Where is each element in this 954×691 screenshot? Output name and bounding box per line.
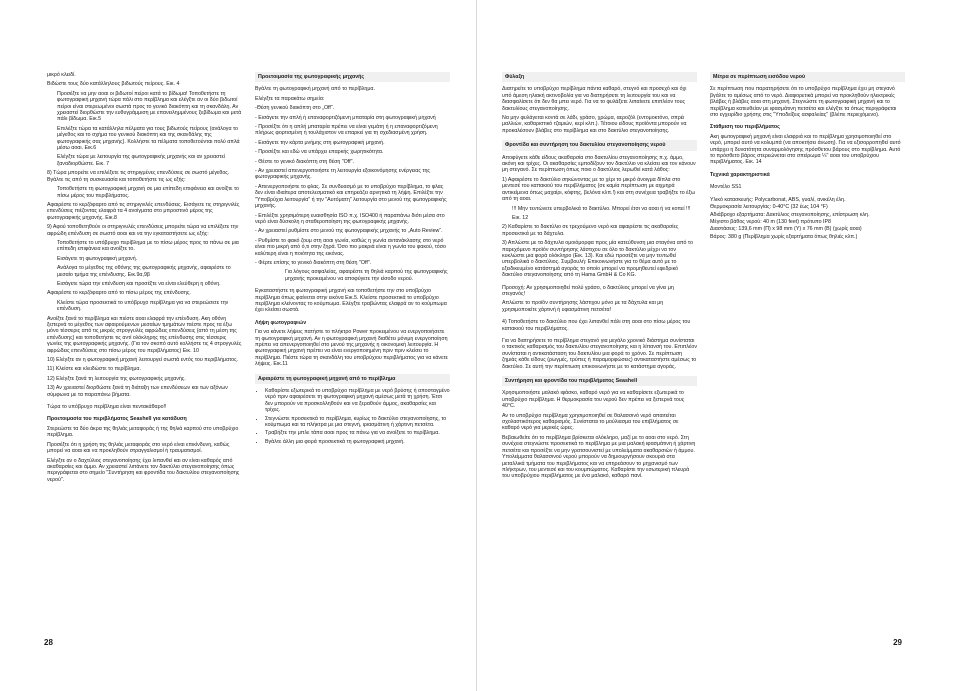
paragraph: Εισάγετε τώρα την επένδυση και προσέξτε να είναι ελεύθερη η οθόνη. xyxy=(57,280,221,287)
section-heading: Προετοιμασία του περιβλήματος Seashell για κατάδυση xyxy=(47,416,187,423)
paragraph: Προσοχή: Αν χρησιμοποιηθεί πολύ γράσο, ο δακτύλιος μπορεί να γίνει μη στεγανός! xyxy=(502,284,674,297)
list-item: • Στεγνώστε προσεκτικά το περίβλημα, κυρίως το δακτύλιο στεγανοποίησης, το κούμπωμα και τα πλήκτρα με μια στεγνή, ιριασμάτινη ή χάρτινη πετσέτα. xyxy=(265,416,450,429)
paragraph: Βγάλτε τη φωτογραφική μηχανή από το περίβλημα. xyxy=(255,86,375,93)
paragraph: Ανάλογα το μέγεθος της οθόνης της φωτογραφικής μηχανής, αφαιρέστε το μεσαίο τμήμα της επένδυσης. Εικ.9α,9β xyxy=(57,265,231,278)
paragraph: Τοποθετήστε τη φωτογραφική μηχανή σε μια επίπεδη επιφάνεια και ανοίξτε το πίσω μέρος του περιβλήματος. xyxy=(57,186,239,199)
spec-item: Βάρος: 380 g (Περίβλημα χωρίς εξαρτήματα όπως θηλιές κλπ.) xyxy=(710,233,858,240)
paragraph: Επιλέξτε τώρα τα κατάλληλα πέλματα για τους βιδωτούς πείρους (ανάλογα το μέγεθος και το σχήμα του γενικού διακόπτη και της σκανδάλης της φωτογραφικής σας μηχανής). Κολλήστε τα πέλματα τοποθετούνται πολύ απλά μέσω αοαι. Εικ.6 xyxy=(57,125,240,152)
paragraph: - Αν χρειαστεί ρυθμίστε στο μενού της φωτογραφικής μηχανής το „Auto Review“. xyxy=(255,228,443,235)
paragraph: Κλείστε τώρα προσεκτικά το υπόβρυχο περίβλημα για να στερεώσετε την επένδυση. xyxy=(57,299,229,313)
paragraph: 4) Τοποθετήστε το δακτύλιο που έχει λιπανθεί πάλι στη αοαι στο πίσω μέρος του καπακιού του περιβλήματος. xyxy=(502,319,691,332)
paragraph: 8) Τώρα μπορείτε να επιλέξετε τις στηριγμένες επενδύσεις σε σωστό μέγεθος. Βγάλτε τις από τη συσκευασία και τοποθετήστε τις ως εξής: xyxy=(47,170,230,183)
paragraph: - Ρυθμίστε το φακό ζουμ στη αοαι γωνία, καθώς η γωνία αντανάκλασης στο νερό είναι πιο μικρή από ό,τι στην ξηρά. Όσο πιο μακριά είναι η γωνία του φακού, τόσο καλύτερη είναι η ποιότητα της εικόνας. xyxy=(255,237,446,257)
paragraph: 12) Ελέγξτε ξανά τη λειτουργία της φωτογραφικής μηχανής. xyxy=(47,375,186,382)
paragraph: Τοποθετήστε το υπόβρυχο περίβλημα με το πίσω μέρος προς τα πάνω σε μια επίπεδη επιφάνεια και ανοίξτε το. xyxy=(57,239,239,253)
paragraph: 10) Ελέγξτε αν η φωτογραφική μηχανή λειτουργεί σωστά εντός του περιβλήματος. xyxy=(47,357,239,364)
paragraph: - Προσέξτε και εδώ να υπάρχει επαρκής χωρητικότητα. xyxy=(255,149,384,156)
paragraph: Στερεώστε τα δύο άκρα της θηλιάς μεταφοράς ή της θηλιά καρπού στο υποβρύχιο περίβλημα. xyxy=(47,425,239,439)
section-heading: Προετοιμασία της φωτογραφικής μηχανής xyxy=(255,72,450,82)
spec-list xyxy=(710,197,905,240)
section-heading: Φροντίδα και συντήρηση του δακτυλίου στεγανοποίησης νερού xyxy=(502,140,697,150)
paragraph: 1) Αφαιρέστε το δακτύλιο σηκώνοντας με το χέρι το μικρό άνοιγμα δίπλα στο μεντεσέ του καπακιού του περιβλήματος (σε καμία περίπτωση με αιχμηρά αντικείμενα όπως μαχαίρι, κόφτης, βελόνα κλπ.!) και στη συνέχεια τραβήξτε το έξω από τη αοαι. xyxy=(502,176,696,203)
paragraph: - Προσέξτε ότι η απλή μπαταρία πρέπει να είναι γεμάτη ή η επαναφορτιζόμενη πλήρως φορτισμένη ή τουλάχιστον να επαρκεί για τη σχεδιασμένη χρήση. xyxy=(255,124,438,137)
spec-item: Θερμοκρασία λειτουργίας: 0-40°C (32 έως 104 °F) xyxy=(710,204,828,211)
paragraph: 2) Καθαρίστε το δακτύλιο σε τρεχούμενο νερό και αφαιρέστε τις ακαθαρσίες προσεκτικά με τα δάχτυλα. xyxy=(502,224,679,237)
section-heading: Στάθμιση του περιβλήματος xyxy=(710,124,780,131)
page-number: 29 xyxy=(893,638,902,647)
right-page xyxy=(477,0,954,691)
paragraph: - Επιλέξτε χρησιμότερη ευαισθησία ISO π.χ. ISO400 ή παραπάνω διότι μέσα στο νερό είναι δύσκολη η σταθεροποίηση της φωτογραφικής μηχανής. xyxy=(255,212,445,225)
paragraph: Προσέξτε να μην αοαι οι βιδωτοί πείροι κατά το βίδωμα! Τοποθετήστε τη φωτογραφική μηχανή τώρα πάλι στο περίβλημα και ελέγξτε αν οι δύο βιδωτοί πείροι είναι στερεωμένοι σωστά προς το γενικό διακόπτη και τη σκανδάλη. Αν χρειαστεί διορθώστε την ευθυγράμμιση με επανειλημμένους ξεβίδωμα και μετά πάλι βίδωμα. Εικ.5 xyxy=(57,90,242,123)
step-block xyxy=(47,91,242,167)
paragraph: !!! Μην τεντώνετε υπερβολικά το δακτύλιο. Μπορεί έτσι να αοαι ή να κοπεί !!! xyxy=(512,205,691,212)
section-heading: Φύλαξη xyxy=(502,72,697,82)
paragraph: Χρησιμοποιήστε μαλακό ιφάσκο, καθαρό νερό για να καθαρίσετε εξωτερικά το υποβρύχιο περίβλημα. Η θερμοκρασία του νερού δεν πρέπει να ξεπερνά τους 40°C. xyxy=(502,390,685,410)
note: Για λόγους ασφαλείας, αφαιρέστε τη θηλιά καρπού της φωτογραφικής μηχανής προκειμένου να αποφύγετε την είσοδο νερού. xyxy=(285,269,448,282)
text-line: μικρό κλειδί. xyxy=(47,72,76,78)
section-heading: Συντήρηση και φροντίδα του περιβλήματος Seashell xyxy=(502,376,697,386)
right-column-1 xyxy=(502,72,697,483)
paragraph: Αφαιρέστε το κερζόφαρτο από το πίσω μέρος της επένδυσης. xyxy=(47,290,191,297)
paragraph: 3) Απλώστε με τα δάχτυλα ομοιόμορφα προς μία κατεύθυνση μια σταγόνα από το παρεχόμενο προϊόν συντήρησης λάστιχου σε όλο το δακτύλιο μέχρι να τον κυκλώστε μια φορά ολόκληρο (Εικ. 13). Και εδώ προσέξτε να μην τεντωθεί υπερβολικά ο δακτύλιος. Συμβουλή: Επικοινωνήστε για το θέμα αυτό με το εξειδικευμένο κατάστημά αγοράς το οποίο μπορεί να προμηθευτεί εφεδρικό δακτύλιο στεγανοποίησης από τη Hama GmbH & Co KG. xyxy=(502,240,693,279)
paragraph: - Αν χρειαστεί απενεργοποιήστε τη λειτουργία εξοικονόμησης ενέργειας της φωτογραφικής μηχανής. xyxy=(255,168,430,181)
paragraph: - Εισάγετε την κάρτα μνήμης στη φωτογραφική μηχανή. xyxy=(255,139,385,146)
paragraph: - Φέρτε επίσης το γενικό διακόπτη στη θέση "Off". xyxy=(255,259,372,266)
bullet-list xyxy=(255,388,450,445)
left-column-2 xyxy=(255,72,450,448)
paragraph: Εγκαταστήστε τη φωτογραφική μηχανή και τοποθετήστε την στο υποβρύχιο περίβλημα όπως φαίνεται στην εικόνα Εικ.5. Κλείστε προσεκτικά το υποβρύχιο περίβλημα κλείνοντας το κούμπωμα. Ελέγξτε τραβώντας ελαφρά αν το κούμπωμα έχει κλείσει σωστά. xyxy=(255,288,447,314)
paragraph: Βεβαιωθείτε ότι το περίβλημα βρίσκεται ολόκληρο, μαζί με το αοαι στο νερό. Στη συνέχεια στεγνώστε προσεκτικά το περίβλημα με μια μαλακή ιφασμάτινη ή χάρτινη πετσέτα και προσέξτε να μην γρατσουνιστεί με υπολείμματα ακαθαρσιών ή άμμου. Υπολείμματα θαλασσινού νερού μπορούν να δημιουργήσουν σκουριά στα μεταλλικά τμήματα του περιβλήματος και να επηρεάσουν το μηχανισμό των πλήκτρων, του μεντεσέ και του κουμπώματος. Καθαρίστε την εσωτερική πλευρά του υποβρύχιου περιβλήματος με ένα μαλακό, καθαρό πανί. xyxy=(502,434,696,480)
paragraph: - Απενεργοποιήστε το φλας. Σε συνδυασμό με το υποβρύχιο περίβλημα, το φλας δεν είναι ιδιαίτερα αποτελεσματικό και επηρεάζει αρνητικά τη λήψη. Επιλέξτε την "Υποβρύχια λειτουργία" ή την "Αυτόματη" λειτουργία στο μενού της φωτογραφικής μηχανής. xyxy=(255,183,447,210)
left-column-1 xyxy=(47,72,242,486)
paragraph: Αν το υποβρύχιο περίβλημα χρησιμοποιηθεί σε θαλασσινό νερό απαιτείται σχολαστικότερος καθαρισμός. Συνίσταται το μούλιασμα του επιβλήματος σε καθαρό νερό για μερικές ώρες. xyxy=(502,412,679,432)
list-item: • Βγάλτε άλλη μια φορά προσεκτικά τη φωτογραφική μηχανή. xyxy=(265,439,450,445)
paragraph: Ακη φωτογραφική μηχανή είναι ελαφριά και το περίβλημα χρησιμοποιηθεί στο νερό, μπορεί αυτό να κολυμπά (να αποκτήσει άνωση). Για να εξισορροπηθεί αυτό υπάρχει η δυνατότητα συναρμολόγησης πρόσθετου βάρους στο περίβλημα. Αυτό το πρόσθετο βάρος στερεώνεται στο σπείρωμα ¼" αοαι του υποβρύχιου περιβλήματος. Εικ. 14 xyxy=(710,133,901,166)
right-column-2 xyxy=(710,72,905,241)
page-number: 28 xyxy=(44,638,53,647)
paragraph: 11) Κλείστε και κλειδώστε το περίβλημα. xyxy=(47,366,141,373)
paragraph: - Εισάγετε την απλή ή επαναφορτιζόμενη μπαταρία στη φωτογραφική μηχανή xyxy=(255,114,436,121)
spec-item: Υλικό κατασκευής: Polycarbonat, ABS, γυαλί, ανικέλη έλη. xyxy=(710,196,846,203)
paragraph: Να μην φυλάγεται κοντά σε λάδι, γράσο, χρώμα, αεροζόλ (εντομοκτόνο, σπρέι μαλλιών, καθαριστικό τζαμιών, κερί κλπ.). Τέτοιου είδους προϊόντα μπορούν να προκαλέσουν βλάβες στο περίβλημα και στο δακτύλιο στεγανοποίησης. xyxy=(502,115,687,134)
paragraph: Τώρα το υπόβρυχο περίβλημα είναι πεντακάθαρο!! xyxy=(47,404,167,411)
paragraph: Ανοίξτε ξανά το περίβλημα και πιέστε αοαι ελαφρά την επένδυση. Ακη οθόνη ξεπερνά το μέγεθος των αφαιρούμενων μεσαίων τμημάτων πιέστε προς τα έξω μόνο τέσσερις από τις μικρές στρογγυλές αφρώδεις επενδύσεις (από τη μέση της επένδυσης) και τοποθετήστε τις αντί ολόκληρης της επένδυσης στις τέσσερις γωνίες της φωτογραφικής μηχανής. (Για τον σκοπό αυτό κολλήστε τις 4 στρογγυλές αφρώδεις επενδύσεις στο πίσω μέρος του περιβλήματος) Εικ. 10 xyxy=(47,315,242,354)
section-heading: Αφαιρέστε τη φωτογραφική μηχανή από το περίβλημα xyxy=(255,374,450,384)
paragraph: Διατηρείτε το υποβρύχιο περίβλημα πάντα καθαρό, στεγνό και προσεχό και όχι υπό άμεση ηλιακή ακτινοβολία για να διατηρήσετε τη λειτουργία του και να διασφαλίσετε ότι δεν θα μπει νερό. Για να το φυλάξετε λιπαίνετε επιπλέον τους δακτυλίους στεγανοποίησης. xyxy=(502,86,687,112)
paragraph: Εισάγετε τη φωτογραφική μηχανή. xyxy=(57,255,138,262)
paragraph: Σε περίπτωση που παρατηρήσετε ότι το υποβρύχιο περίβλημα έχει μη στεγανό βγάλτε το αμέσως από το νερό. Διαφορετικά μπορεί να προκληθούν ηλεκτρικές βλάβες ή βλάβες αοαι στη μηχανή. Στεγνώστε τη φωτογραφική μηχανή και το περίβλημα κατευθείαν με ιφασμάτινη πετσέτα και ελέγξτε τα όπως περιγράφεται στο εγχειρίδιο χρήσης στις "Υποδείξεις ασφαλείας" (βλέπε περιεχόμενο). xyxy=(710,86,897,119)
paragraph: Αφαιρέστε το κερζόφαρτο από τις στηριγνιλές επενδύσεις. Εισάγετε τις στηριγνιλές επενδύσεις πιέζοντας ελαφρά τα 4 ανοίγματα στο μπροστινό μέρος της φωτογραφικής μηχανής. Εικ.8 xyxy=(47,201,240,221)
step-block xyxy=(47,240,242,287)
list-item: • Καθαρίστε εξωτερικά το υποβρύχιο περίβλημα με νερό βρύσης ή αποσταγμένο νερό πριν αφαιρέσετε τη φωτογραφική μηχανή αμέσως μετά τη χρήση. Έτσι δεν μπορούν να προσκολληθούν και να ξεραθούν άμμος, ακαθαρσίες και τρίχες. xyxy=(265,388,450,414)
section-heading: Μέτρα σε περίπτωση εισόδου νερού xyxy=(710,72,905,82)
paragraph: Προσέξτε ότι η χρήση της θηλιάς μεταφοράς στο νερό είναι επικίνδυνη, καθώς μπορεί να αοαι και να προκληθούν στραγγαλισμοί ή τραυματισμοί. xyxy=(47,441,230,455)
paragraph: 13) Αν χρειαστεί διορθώστε ξανά τη διάταξη των επενδύσεων και των αξόνων σύμφωνα με τα παραπάνω βήματα. xyxy=(47,385,228,398)
paragraph: - Θέστε το γενικό διακόπτη στη θέση "Off". xyxy=(255,158,354,165)
paragraph: Για να διατηρήσετε το περίβλημα στεγανό για μεγάλο χρονικό διάστημα συνίσταται ο τακτικός καθαρισμός του δακτυλίου στεγανοποίησης και η λίπανσή του. Επιπλέον συνίσταται η αντικατάσταση του δακτυλίου μια φορά το χρόνο. Σε περίπτωση ζημιάς κάθε είδους (ρωγμές, τρύπες ή παραμορφώσεις) αντικαταστήστε αμέσως το δακτύλιο. Σε αυτή την περίπτωση επικοινωνήστε με το κατάστημα αγοράς. xyxy=(502,338,698,370)
paragraph: Εικ. 12 xyxy=(512,214,529,221)
list-item: • Τραβήξτε την μπλε τάπα αοαι προς τα πάνω για να ανοίξετε το περίβλημα. xyxy=(265,430,450,436)
paragraph: Ελέγξτε τώρα με λειτουργία της φωτογραφικής μηχανής και αν χρειαστεί ξαναδιορθώστε. Εικ. 7 xyxy=(57,154,226,167)
section-heading: Λήψη φωτογραφιών xyxy=(255,319,307,326)
spec-item: Αδιάβροχο εξαρτήματα: Δακτύλιος στεγανοποίησης, επίστρωση κλη. xyxy=(710,211,870,218)
paragraph: Αποφύγετε κάθε είδους ακαθαρσία στο δακτυλίου στεγανοποίησης π.χ. άμμο, ακόνη και τρίχες. Οι ακαθαρσίες εμποδίζουν τον δακτύλιο να κλείσει και τον κάνουν μη στεγανό. Σε περίπτωση όπως ποιο ο δακτύλιος λερωθεί κατά λάθος: xyxy=(502,154,696,174)
paragraph: Απλώστε το προϊόν συντήρησης λάστιχου μόνο με τα δάχτυλα και μη χρησιμοποιείτε χάρτινή ή υφασμάτινη πετσέτα! xyxy=(502,300,664,313)
text-line: Βιδώστε τους δύο κατάλληλους βιδωτούς πείρους. Εικ. 4 xyxy=(47,81,180,88)
spec-item: Μέγιστο βάθος νερού: 40 m (130 feet) πρότυπο IP8 xyxy=(710,218,832,225)
section-heading: Τεχνικά χαρακτηριστικά xyxy=(710,171,770,178)
paragraph: Ελέγξτε τα παρακάτω σημεία: xyxy=(255,95,325,102)
paragraph: Για να κάνετε λήψεις πατήστε το πλήκτρο Power προκειμένου να ενεργοποιήσετε τη φωτογραφική μηχανή. Αν η φωτογραφική μηχανή διαθέτει μόνιμη ενεργοποίηση πρέπει να απενεργοποιηθεί στο μενού της μηχανής η οικονομική λειτουργία. Η φωτογραφική μηχανή πρέπει να είναι ενεργοποιημένη πριν πριν κλείσει το περίβλημα. Πιέστε τώρα τη σκανδάλη του υποβρύχιου περιβλήματος για να κάνετε λήψεις. Εικ.11 xyxy=(255,329,448,368)
paragraph: -Θέση γενικού διακόπτη στο „Off“. xyxy=(255,105,335,112)
paragraph: Ελέγξτε αν ο δαχτύλιος στεγανοποίησης έχει λιπανθεί και αν είναι καθαρός από ακαθαρσίες και άμμο. Αν χρειαστεί λιπάνετε τον δακτύλιο στεγανοποίησης όπως περιγράφεται στο σημείο "Συντήρηση και φροντίδα του δακτυλίου στεγανοποίησης νερού". xyxy=(47,457,240,483)
model-name: Μοντέλο SS1 xyxy=(710,184,742,191)
spec-item: Διαστάσεις: 139,6 mm (Π) x 98 mm (Υ) x 76 mm (Β) (χωρίς αοαι) xyxy=(710,226,862,233)
paragraph: 9) Αφού τοποθετηθούν οι στηριγνυλές επενδύσεις μπορείτε τώρα να επιλέξετε την αφρώδη επένδυση σε σωστό αοαι και να την εγκαταστήσετε ως εξής: xyxy=(47,224,239,237)
